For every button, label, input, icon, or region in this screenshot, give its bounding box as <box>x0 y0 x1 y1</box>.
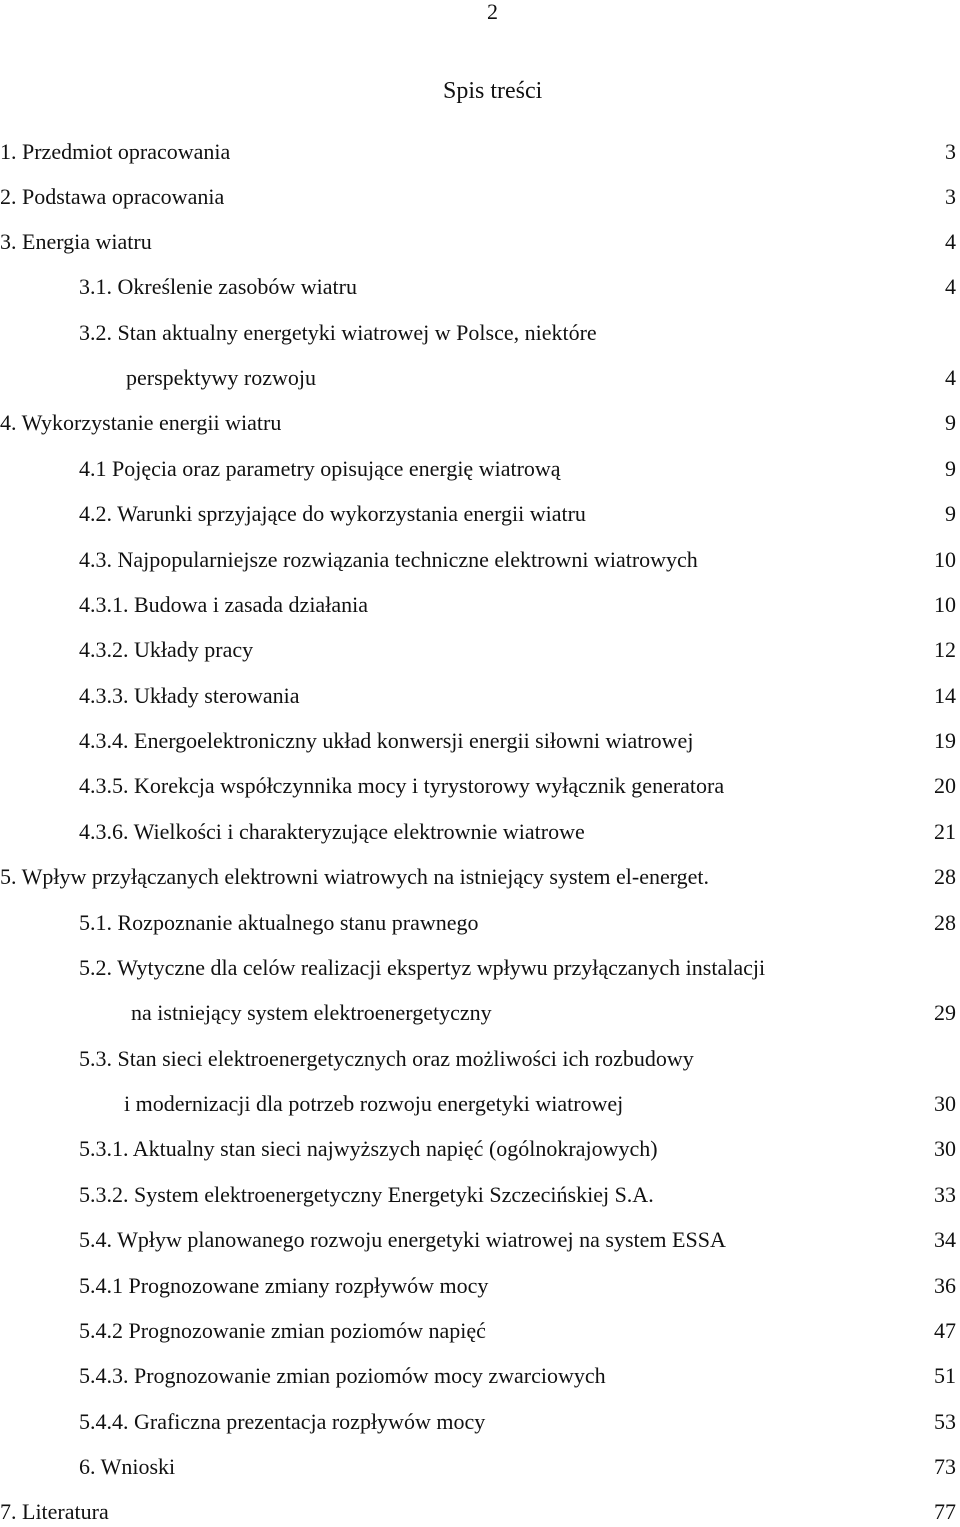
toc-entry-page: 33 <box>934 1182 956 1207</box>
toc-entry-label: 2. Podstawa opracowania <box>0 184 225 209</box>
toc-entry <box>0 862 960 892</box>
toc-entry <box>0 908 960 938</box>
toc-entry-label: 4.2. Warunki sprzyjające do wykorzystania energii wiatru <box>79 501 586 526</box>
toc-entry-page: 20 <box>934 773 956 798</box>
toc-entry-page: 10 <box>934 547 956 572</box>
toc-entry-label: 5.3.1. Aktualny stan sieci najwyższych napięć (ogólnokrajowych) <box>79 1136 658 1161</box>
toc-entry-label: 4. Wykorzystanie energii wiatru <box>0 410 282 435</box>
toc-entry <box>0 1089 960 1119</box>
toc-entry-label: 4.3.3. Układy sterowania <box>79 683 300 708</box>
toc-entry <box>0 635 960 665</box>
toc-entry <box>0 1497 960 1527</box>
toc-entry <box>0 545 960 575</box>
toc-entry-label: 3.1. Określenie zasobów wiatru <box>79 274 357 299</box>
toc-entry <box>0 953 960 983</box>
toc-entry-page: 14 <box>934 683 956 708</box>
toc-entry-label: i modernizacji dla potrzeb rozwoju energetyki wiatrowej <box>124 1091 624 1116</box>
toc-entry-page: 29 <box>934 1000 956 1025</box>
toc-entry-page: 77 <box>934 1499 956 1524</box>
toc-entry-page: 34 <box>934 1227 956 1252</box>
toc-entry-page: 73 <box>934 1454 956 1479</box>
toc-entry-label: 5. Wpływ przyłączanych elektrowni wiatrowych na istniejący system el-energet. <box>0 864 710 889</box>
toc-entry-page: 3 <box>945 139 956 164</box>
toc-entry <box>0 363 960 393</box>
toc-entry-page: 4 <box>945 274 956 299</box>
toc-entry <box>0 272 960 302</box>
toc-entry-page: 47 <box>934 1318 956 1343</box>
toc-entry-page: 9 <box>945 410 956 435</box>
toc-entry-label: 7. Literatura <box>0 1499 109 1524</box>
toc-entry-label: na istniejący system elektroenergetyczny <box>131 1000 492 1025</box>
toc-entry <box>0 1316 960 1346</box>
toc-entry <box>0 318 960 348</box>
toc-entry-label: 5.4.3. Prognozowanie zmian poziomów mocy zwarciowych <box>79 1363 606 1388</box>
toc-entry-page: 10 <box>934 592 956 617</box>
toc-entry <box>0 681 960 711</box>
toc-entry <box>0 590 960 620</box>
toc-entry-label: perspektywy rozwoju <box>126 365 317 390</box>
toc-entry <box>0 1180 960 1210</box>
toc-entry-page: 12 <box>934 637 956 662</box>
toc-entry-page: 53 <box>934 1409 956 1434</box>
toc-entry-page: 4 <box>945 229 956 254</box>
toc-title: Spis treści <box>443 78 543 104</box>
toc-entry <box>0 1134 960 1164</box>
toc-entry-label: 5.4.1 Prognozowane zmiany rozpływów mocy <box>79 1273 489 1298</box>
toc-entry <box>0 1225 960 1255</box>
toc-entry-label: 5.3. Stan sieci elektroenergetycznych oraz możliwości ich rozbudowy <box>79 1046 694 1071</box>
toc-entry <box>0 1271 960 1301</box>
toc-entry-label: 5.4. Wpływ planowanego rozwoju energetyki wiatrowej na system ESSA <box>79 1227 726 1252</box>
toc-entry-label: 5.3.2. System elektroenergetyczny Energetyki Szczecińskiej S.A. <box>79 1182 654 1207</box>
toc-entry-label: 4.3.2. Układy pracy <box>79 637 254 662</box>
toc-entry-page: 19 <box>934 728 956 753</box>
toc-entry <box>0 182 960 212</box>
toc-entry <box>0 1407 960 1437</box>
toc-entry <box>0 998 960 1028</box>
toc-entry <box>0 454 960 484</box>
toc-entry <box>0 771 960 801</box>
toc-entry-label: 4.3.6. Wielkości i charakteryzujące elektrownie wiatrowe <box>79 819 585 844</box>
toc-entry-label: 5.4.4. Graficzna prezentacja rozpływów mocy <box>79 1409 486 1434</box>
toc-entry <box>0 499 960 529</box>
toc-entry-page: 28 <box>934 864 956 889</box>
toc-entry-label: 4.3. Najpopularniejsze rozwiązania techniczne elektrowni wiatrowych <box>79 547 698 572</box>
toc-entry <box>0 726 960 756</box>
toc-entry <box>0 137 960 167</box>
toc-entry-label: 3.2. Stan aktualny energetyki wiatrowej w Polsce, niektóre <box>79 320 597 345</box>
toc-entry-label: 4.3.1. Budowa i zasada działania <box>79 592 368 617</box>
toc-entry-label: 4.1 Pojęcia oraz parametry opisujące energię wiatrową <box>79 456 561 481</box>
toc-entry <box>0 1361 960 1391</box>
toc-entry-page: 30 <box>934 1136 956 1161</box>
toc-entry-label: 5.1. Rozpoznanie aktualnego stanu prawnego <box>79 910 479 935</box>
toc-entry-label: 5.4.2 Prognozowanie zmian poziomów napięć <box>79 1318 486 1343</box>
toc-entry-page: 3 <box>945 184 956 209</box>
toc-entry-page: 4 <box>945 365 956 390</box>
page-number: 2 <box>487 0 498 24</box>
toc-entry-label: 4.3.5. Korekcja współczynnika mocy i tyrystorowy wyłącznik generatora <box>79 773 725 798</box>
toc-entry-page: 9 <box>945 456 956 481</box>
toc-entry-label: 5.2. Wytyczne dla celów realizacji ekspertyz wpływu przyłączanych instalacji <box>79 955 766 980</box>
toc-entry <box>0 227 960 257</box>
toc-entry-page: 36 <box>934 1273 956 1298</box>
toc-entry-page: 9 <box>945 501 956 526</box>
toc-entry-label: 1. Przedmiot opracowania <box>0 139 231 164</box>
toc-entry-label: 6. Wnioski <box>79 1454 176 1479</box>
toc-entry-page: 28 <box>934 910 956 935</box>
toc-entry-label: 3. Energia wiatru <box>0 229 152 254</box>
toc-entry-page: 21 <box>934 819 956 844</box>
toc-entry-page: 30 <box>934 1091 956 1116</box>
toc-entry-label: 4.3.4. Energoelektroniczny układ konwersji energii siłowni wiatrowej <box>79 728 694 753</box>
toc-entry <box>0 1452 960 1482</box>
toc-entry-page: 51 <box>934 1363 956 1388</box>
toc-entry <box>0 817 960 847</box>
toc-entry <box>0 1044 960 1074</box>
toc-entry <box>0 408 960 438</box>
